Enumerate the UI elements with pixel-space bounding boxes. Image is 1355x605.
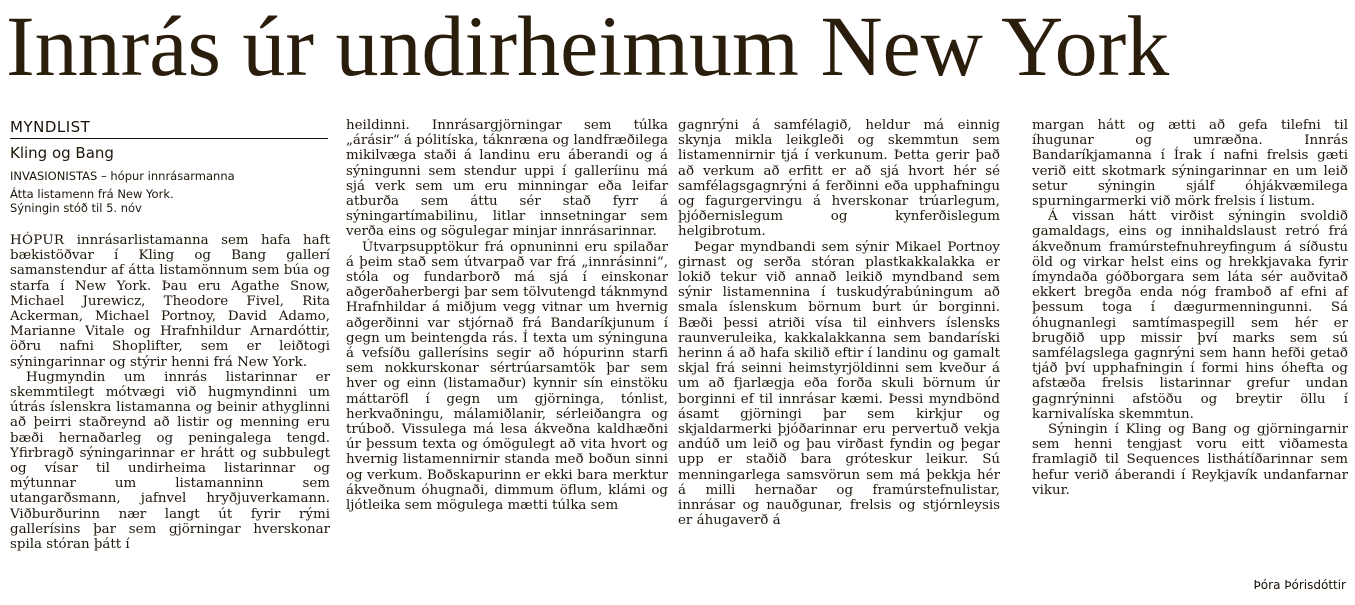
- column-1-body: [10, 233, 330, 552]
- lead-word: HÓPUR: [10, 233, 65, 248]
- column-3: [678, 118, 1000, 528]
- paragraph: Þegar myndbandi sem sýnir Mikael Portnoy girnast og serða stóran plastkakkalakka er lokið tekur við annað leikið myndband sem sýnir listamennina í tuskudýrabúningum að smala íslenskum börnum burt úr borginni. Bæði þessi atriði vísa til einhvers íslensks raunveruleika, kakkalakkanna sem bandaríski herinn á að hafa skilið eftir í landinu og gamalt skjal frá seinni heimstyrjöldinni sem kveður á um að fjarlægja eða forða skuli börnum úr borginni ef til innrásar kæmi. Þessi myndbönd ásamt gjörningi þar sem kirkjur og skjaldarmerki þjóðarinnar eru pervertuð vekja andúð um leið og þau virðast fyndin og þegar upp er staðið bara gróteskur leikur. Sú menningarlega samsvörun sem má þekkja hér á milli hernaðar og framúrstefnulistar, innrásar og nauðgunar, frelsis og stjórnleysis er áhugaverð á: [678, 239, 1000, 529]
- exhibition-title: INVASIONISTAS – hópur innrásarmanna: [10, 169, 235, 183]
- column-1: [10, 118, 330, 552]
- exhibition-info: [10, 169, 330, 215]
- column-2: [346, 118, 668, 513]
- headline: Innrás úr undirheimum New York: [6, 0, 1170, 94]
- author-byline: Þóra Þórisdóttir: [1253, 578, 1346, 592]
- venue-name: Kling og Bang: [10, 144, 114, 162]
- paragraph-text: innrásarlistamanna sem hafa haft bækistöðvar í Kling og Bang gallerí samanstendur af átta listamönnum sem búa og starfa í New York. Þau eru Agathe Snow, Michael Jurewicz, Theodore Fivel, Rita Ackerman, Michael Portnoy, David Adamo, Marianne Vitale og Hrafnhildur Arnardóttir, öðru nafni Shoplifter, sem er leiðtogi sýningarinnar og stýrir henni frá New York.: [10, 233, 330, 370]
- paragraph: margan hátt og ætti að gefa tilefni til íhugunar og umræðna. Innrás Bandaríkjamanna í Írak í nafni frelsis gæti verið eitt skotmark sýningarinnar en um leið setur sýningin sjálf óhjákvæmilega spurningarmerki við mörk frelsis í listum.: [1032, 118, 1348, 210]
- paragraph: Hugmyndin um innrás listarinnar er skemmtilegt mótvægi við hugmyndinni um útrás íslenskra listamanna og beinir athyglinni að þeirri staðreynd að listir og menning eru bæði hernaðarleg og peningalega tengd. Yfirbragð sýningarinnar er hrátt og subbulegt og vísar til undirheima listarinnar og mýtunnar um listamanninn sem utangarðsmann, jafnvel hryðjuverkamann. Viðburðurinn nær langt út fyrir rými gallerísins þar sem gjörningar hverskonar spila stóran þátt í: [10, 369, 330, 553]
- column-4: [1032, 118, 1348, 498]
- paragraph: Á vissan hátt virðist sýningin svoldið gamaldags, eins og innihaldslaust retró frá ákveðnum framúrstefnuhreyfingum á síðustu öld og virkar helst eins og hrekkjavaka fyrir ímyndaða góðborgara sem láta sér auðvitað ekkert bregða enda nóg framboð af efni af þessum toga í dægurmenningunni. Sá óhugnanlegi samtímaspegill sem hér er brugðið upp missir því marks sem sú samfélagslega gagnrýni sem hann hefði getað tjáð því upphafningin í formi hins óhefta og afstæða frelsis listarinnar grefur undan gagnrýninni afstöðu og breytir öllu í karnivalíska skemmtun.: [1032, 209, 1348, 422]
- paragraph: gagnrýni á samfélagið, heldur má einnig skynja mikla leikgleði og skemmtun sem listamennirnir tjá í verkunum. Þetta gerir það að verkum að erfitt er að sjá hvort hér sé samfélagsgagnrýni á ferðinni eða upphafningu og fagurgervingu á hverskonar trúarlegum, þjóðernislegum og kynferðislegum helgibrotum.: [678, 118, 1000, 240]
- paragraph: [10, 233, 330, 370]
- paragraph: Sýningin í Kling og Bang og gjörningarnir sem henni tengjast voru eitt viðamesta framlagið til Sequences listhátíðarinnar sem hefur verið áberandi í Reykjavík undanfarnar vikur.: [1032, 422, 1348, 498]
- paragraph: Útvarpsupptökur frá opnuninni eru spilaðar á þeim stað sem útvarpað var frá „innrásinni“, stóla og fundarborð má sjá í einskonar aðgerðaherbergi þar sem tölvutengd táknmynd Hrafnhildar á miðjum vegg vitnar um hvernig aðgerðinni var stjórnað frá Bandaríkjunum í gegn um beintengda rás. Í texta um sýninguna á vefsíðu gallerísins segir að hópurinn starfi sem nokkurskonar sértrúarsamtök þar sem hver og einn (listamaður) kynnir sín einstöku máttaröfl í gegn um gjörninga, tónlist, herkvaðningu, málamiðlanir, sérleiðangra og trúboð. Vissulega má lesa ákveðna kaldhæðni úr þessum texta og ómögulegt að vita hvort og hvernig listamennirnir standa með boðun sinni og verkum. Boðskapurinn er ekki bara merktur ákveðnum óhugnaði, dimmum öflum, klámi og ljótleika sem mögulega mætti túlka sem: [346, 239, 668, 514]
- exhibition-artists: Átta listamenn frá New York.: [10, 187, 174, 201]
- exhibition-dates: Sýningin stóð til 5. nóv: [10, 201, 142, 215]
- paragraph: heildinni. Innrásargjörningar sem túlka „árásir“ á pólitíska, táknræna og landfræðilega mikilvæga staði á landinu eru áberandi og á sýningunni sem stendur uppi í galleríinu má sjá verk sem um eru minningar eða leifar atburða sem áttu sér stað fyrr á sýningartímabilinu, litlar innsetningar sem verða eins og sögulegar minjar innrásarinnar.: [346, 118, 668, 240]
- section-label: MYNDLIST: [10, 118, 328, 139]
